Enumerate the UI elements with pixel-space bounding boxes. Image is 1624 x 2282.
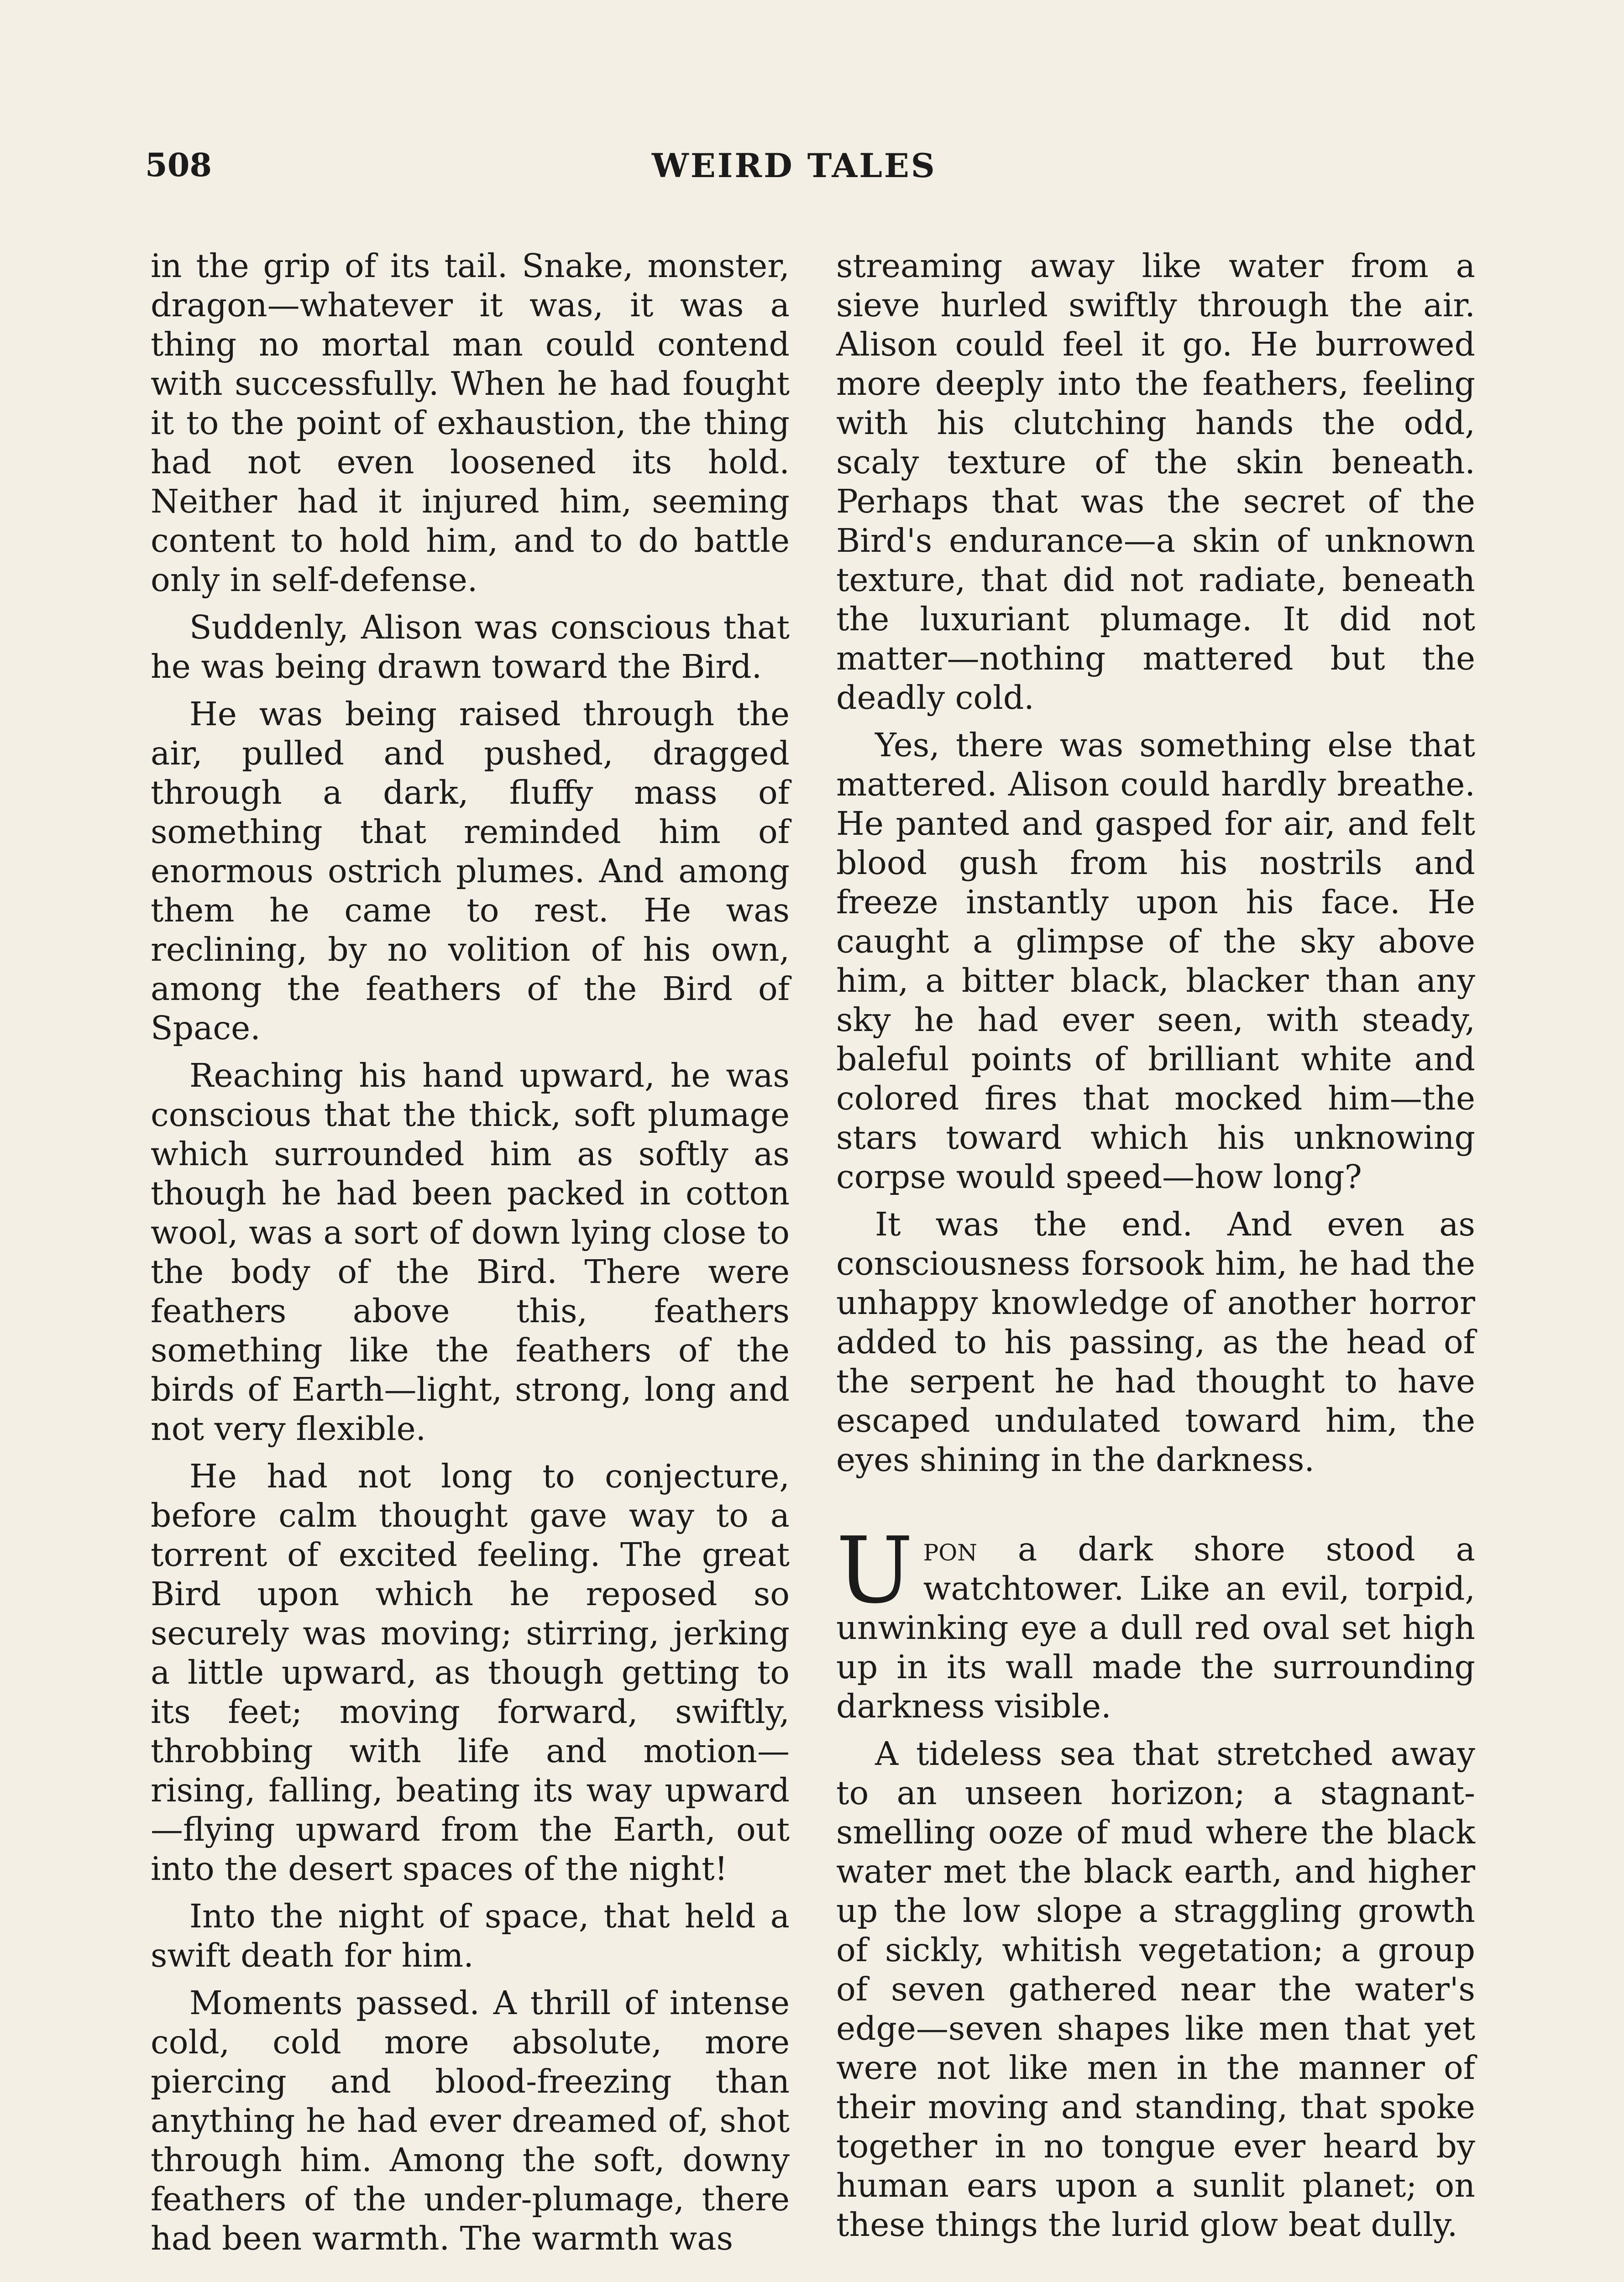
paragraph: He was being raised through the air, pulled and pushed, dragged through a dark, fluffy mass of something that reminded him of enormous ostrich plumes. And among them he came to rest. He was reclining, by no volition of his own, among the feathers of the Bird of Space. xyxy=(151,695,790,1047)
right-column xyxy=(836,246,1475,2253)
paragraph: Into the night of space, that held a swift death for him. xyxy=(151,1897,790,1974)
drop-cap: U xyxy=(836,1518,913,1624)
paragraph: A tideless sea that stretched away to an unseen horizon; a stagnant-smelling ooze of mud where the black water met the black earth, and higher up the low slope a straggling growth of sickly, whitish vegetation; a group of seven gathered near the water's edge—seven shapes like men that yet were not like men in the manner of their moving and standing, that spoke together in no tongue ever heard by human ears upon a sunlit planet; on these things the lurid glow beat dully. xyxy=(836,1735,1475,2244)
page-number: 508 xyxy=(145,146,212,184)
section-start-paragraph xyxy=(836,1518,1475,1726)
paragraph: He had not long to conjecture, before calm thought gave way to a torrent of excited feeling. The great Bird upon which he reposed so securely was moving; stirring, jerking a little upward, as though getting to its feet; moving forward, swiftly, throbbing with life and motion—rising, falling, beating its way upward—flying upward from the Earth, out into the desert spaces of the night! xyxy=(151,1457,790,1888)
magazine-title: WEIRD TALES xyxy=(652,146,937,185)
paragraph: Reaching his hand upward, he was conscious that the thick, soft plumage which surrounded him as softly as though he had been packed in cotton wool, was a sort of down lying close to the body of the Bird. There were feathers above this, feathers something like the feathers of the birds of Earth—light, strong, long and not very flexible. xyxy=(151,1057,790,1448)
left-column xyxy=(151,246,790,2266)
paragraph: Yes, there was something else that mattered. Alison could hardly breathe. He panted and gasped for air, and felt blood gush from his nostrils and freeze instantly upon his face. He caught a glimpse of the sky above him, a bitter black, blacker than any sky he had ever seen, with steady, baleful points of brilliant white and colored fires that mocked him—the stars toward which his unknowing corpse would speed—how long? xyxy=(836,726,1475,1196)
small-caps-lead: pon xyxy=(923,1530,977,1568)
paragraph: It was the end. And even as consciousness forsook him, he had the unhappy knowledge of another horror added to his passing, as the head of the serpent he had thought to have escaped undulated toward him, the eyes shining in the darkness. xyxy=(836,1205,1475,1479)
paragraph: streaming away like water from a sieve hurled swiftly through the air. Alison could feel it go. He burrowed more deeply into the feathers, feeling with his clutching hands the odd, scaly texture of the skin beneath. Perhaps that was the secret of the Bird's endurance—a skin of unknown texture, that did not radiate, beneath the luxuriant plumage. It did not matter—nothing mattered but the deadly cold. xyxy=(836,247,1475,717)
paragraph: Suddenly, Alison was conscious that he was being drawn toward the Bird. xyxy=(151,608,790,686)
paragraph: in the grip of its tail. Snake, monster, dragon—whatever it was, it was a thing no mortal man could contend with successfully. When he had fought it to the point of exhaustion, the thing had not even loosened its hold. Neither had it injured him, seeming content to hold him, and to do battle only in self-defense. xyxy=(151,247,790,599)
paragraph-text: a dark shore stood a watchtower. Like an evil, torpid, unwinking eye a dull red oval set high up in its wall made the surrounding darkness visible. xyxy=(836,1530,1475,1725)
page-header xyxy=(0,146,1624,201)
paragraph: Moments passed. A thrill of intense cold, cold more absolute, more piercing and blood-freezing than anything he had ever dreamed of, shot through him. Among the soft, downy feathers of the under-plumage, there had been warmth. The warmth was xyxy=(151,1984,790,2257)
